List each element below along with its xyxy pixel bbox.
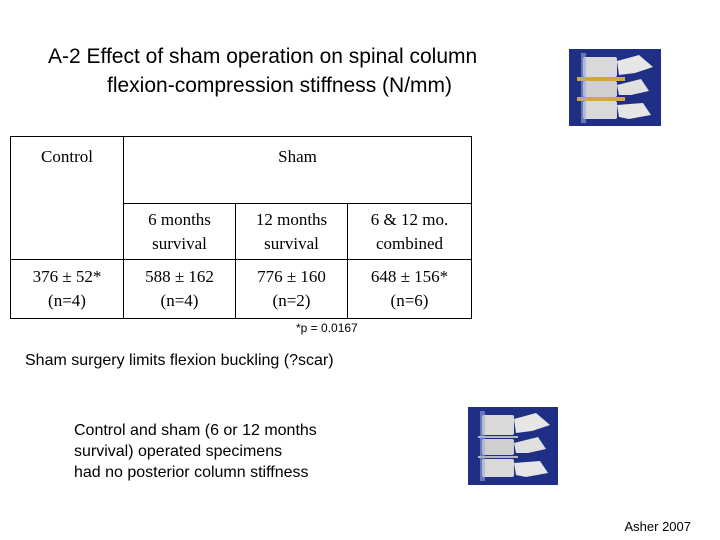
conclusion-text — [74, 420, 317, 483]
sham-header: Sham — [124, 137, 472, 204]
slide-title — [48, 42, 477, 100]
subheader-12-months — [236, 204, 348, 260]
table-cell-combined — [348, 260, 472, 319]
subheader-line: survival — [264, 233, 319, 253]
cell-value: 588 ± 162 — [145, 267, 214, 286]
credit-text: Asher 2007 — [624, 519, 691, 534]
cell-n: (n=2) — [272, 291, 311, 310]
spine-specimen-with-implant-icon — [569, 49, 661, 126]
subheader-line: 6 months — [148, 209, 211, 229]
spine-specimen-icon — [468, 407, 558, 485]
control-header: Control — [11, 137, 124, 260]
title-line-2: flexion-compression stiffness (N/mm) — [107, 74, 453, 97]
cell-value: 648 ± 156* — [370, 267, 449, 286]
conclusion-line-3: had no posterior column stiffness — [74, 464, 309, 481]
subheader-line: 12 months — [255, 209, 328, 229]
subheader-line: survival — [152, 233, 207, 253]
cell-n: (n=4) — [48, 291, 86, 310]
stiffness-table — [10, 136, 472, 319]
subheader-line: 6 & 12 mo. — [370, 209, 449, 229]
subheader-6-months — [124, 204, 236, 260]
cell-value: 376 ± 52* — [32, 267, 102, 286]
table-cell-6-months — [124, 260, 236, 319]
caption: Sham surgery limits flexion buckling (?scar) — [25, 352, 334, 369]
subheader-line: combined — [375, 233, 444, 253]
subheader-combined — [348, 204, 472, 260]
significance-note: *p = 0.0167 — [296, 321, 358, 335]
cell-value: 776 ± 160 — [257, 267, 326, 286]
cell-n: (n=6) — [390, 291, 429, 310]
title-line-1: A-2 Effect of sham operation on spinal column — [48, 45, 478, 68]
conclusion-line-1: Control and sham (6 or 12 months — [74, 422, 317, 439]
table-cell-control — [11, 260, 124, 319]
conclusion-line-2: survival) operated specimens — [74, 443, 283, 460]
table-cell-12-months — [236, 260, 348, 319]
cell-n: (n=4) — [160, 291, 199, 310]
